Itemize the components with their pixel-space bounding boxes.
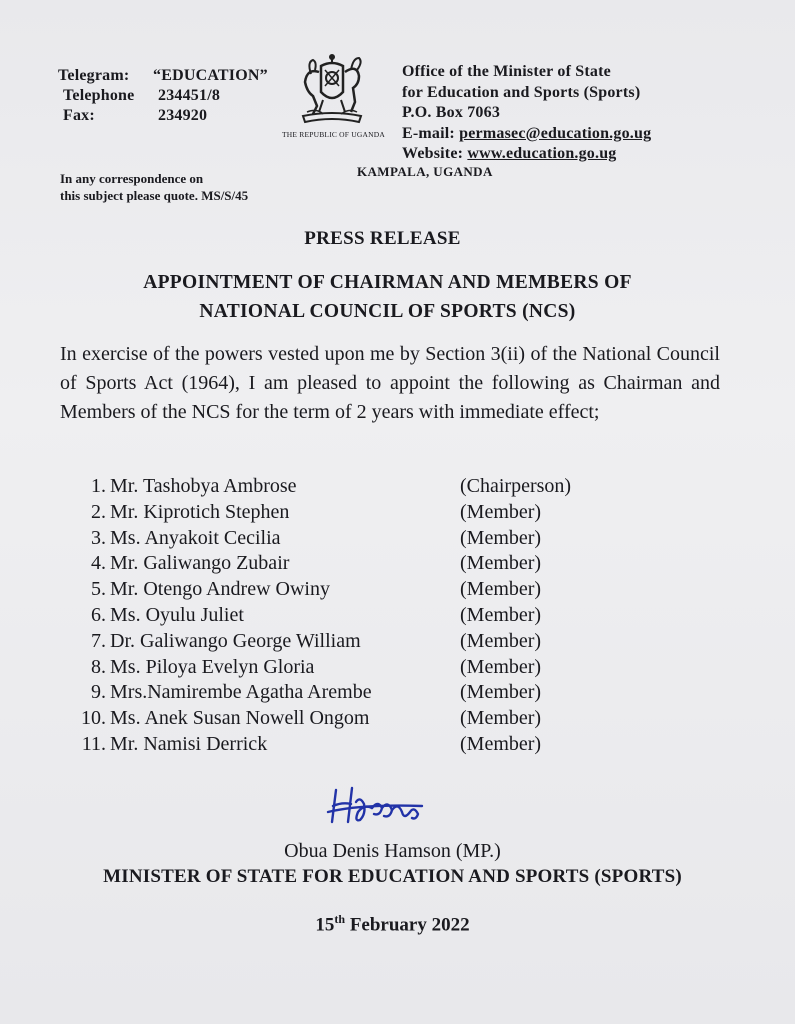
appointee-number: 9.: [91, 681, 106, 704]
signature: [322, 782, 432, 832]
appointee-number: 6.: [91, 603, 106, 626]
city-line: KAMPALA, UGANDA: [357, 164, 493, 179]
list-item: [68, 629, 628, 655]
appointee-number: 5.: [91, 578, 106, 601]
email-label: E-mail:: [402, 124, 455, 142]
website-link[interactable]: www.education.go.ug: [467, 145, 617, 162]
appointee-role: (Member): [460, 552, 542, 575]
list-item: [68, 526, 628, 552]
email-row: [402, 124, 651, 145]
release-date: [0, 912, 785, 936]
telephone-value: 234451/8: [158, 87, 221, 104]
telephone-row: [58, 86, 268, 106]
title-line-2: NATIONAL COUNCIL OF SPORTS (NCS): [199, 301, 576, 322]
website-label: Website:: [402, 145, 464, 162]
appointee-role: (Member): [460, 629, 542, 652]
appointee-role: (Member): [460, 707, 542, 730]
appointee-name: Mr. Tashobya Ambrose: [110, 475, 297, 497]
date-rest: February 2022: [345, 914, 470, 936]
appointee-role: (Member): [460, 526, 542, 549]
date-suffix: th: [334, 912, 346, 926]
email-link[interactable]: permasec@education.go.ug: [459, 124, 652, 142]
list-item: [68, 474, 628, 500]
appointee-number: 3.: [91, 526, 106, 549]
list-item: [68, 680, 628, 706]
date-day: 15: [315, 914, 335, 936]
telephone-label: Telephone: [63, 87, 135, 104]
appointee-role: (Member): [460, 681, 542, 704]
telegram-value: “EDUCATION”: [153, 67, 268, 84]
press-release-heading: PRESS RELEASE: [304, 228, 461, 249]
list-item: [68, 551, 628, 577]
appointee-role: (Member): [460, 578, 542, 601]
fax-value: 234920: [158, 107, 208, 124]
appointee-role: (Member): [460, 500, 542, 523]
appointee-name: Mr. Galiwango Zubair: [110, 552, 290, 575]
list-item: [68, 732, 628, 758]
document-title: [0, 268, 775, 326]
appointee-name: Mrs.Namirembe Agatha Arembe: [110, 681, 372, 704]
reference-line-2: this subject please quote. MS/S/45: [60, 188, 249, 203]
appointee-number: 10.: [81, 707, 106, 730]
list-item: [68, 500, 628, 526]
appointee-number: 2.: [91, 500, 106, 523]
list-item: [68, 655, 628, 681]
appointee-role: (Chairperson): [460, 475, 572, 497]
reference-note: [60, 170, 248, 204]
telegram-label: Telegram:: [58, 67, 130, 84]
title-line-1: APPOINTMENT OF CHAIRMAN AND MEMBERS OF: [143, 272, 632, 293]
list-item: [68, 706, 628, 732]
crest-caption: THE REPUBLIC OF UGANDA: [282, 130, 385, 139]
office-block: [402, 62, 651, 165]
appointee-list: [68, 474, 628, 758]
fax-label: Fax:: [63, 107, 95, 124]
list-item: [68, 577, 628, 603]
appointee-role: (Member): [460, 603, 542, 626]
appointee-number: 11.: [81, 732, 106, 755]
appointee-role: (Member): [460, 732, 542, 755]
appointee-name: Mr. Kiprotich Stephen: [110, 500, 290, 523]
appointee-name: Ms. Piloya Evelyn Gloria: [110, 655, 315, 678]
office-line-2: for Education and Sports (Sports): [402, 83, 641, 101]
coat-of-arms-icon: [293, 52, 371, 128]
appointee-number: 1.: [91, 475, 106, 497]
appointee-number: 4.: [91, 552, 106, 575]
appointee-role: (Member): [460, 655, 542, 678]
appointee-name: Ms. Oyulu Juliet: [110, 603, 244, 626]
appointee-number: 8.: [91, 655, 106, 678]
contact-block: [58, 66, 268, 126]
signer-title: MINISTER OF STATE FOR EDUCATION AND SPORTS (SPORTS): [103, 866, 682, 887]
appointee-number: 7.: [91, 629, 106, 652]
website-row: [402, 144, 651, 165]
appointee-name: Ms. Anek Susan Nowell Ongom: [110, 707, 370, 730]
body-paragraph: In exercise of the powers vested upon me by Section 3(ii) of the National Council of Sports Act (1964), I am pleased to appoint the following as Chairman and Members of the NCS for the term of 2 years with immediate effect;: [60, 343, 720, 423]
list-item: [68, 603, 628, 629]
appointee-name: Mr. Otengo Andrew Owiny: [110, 578, 330, 601]
appointee-name: Ms. Anyakoit Cecilia: [110, 526, 281, 549]
appointee-name: Dr. Galiwango George William: [110, 629, 361, 652]
appointee-name: Mr. Namisi Derrick: [110, 732, 268, 755]
po-box: P.O. Box 7063: [402, 104, 501, 121]
reference-line-1: In any correspondence on: [60, 171, 204, 186]
fax-row: [58, 106, 268, 126]
coat-of-arms: [282, 52, 385, 139]
signer-name: Obua Denis Hamson (MP.): [284, 840, 501, 862]
office-line-1: Office of the Minister of State: [402, 63, 611, 80]
telegram-row: [58, 66, 268, 86]
